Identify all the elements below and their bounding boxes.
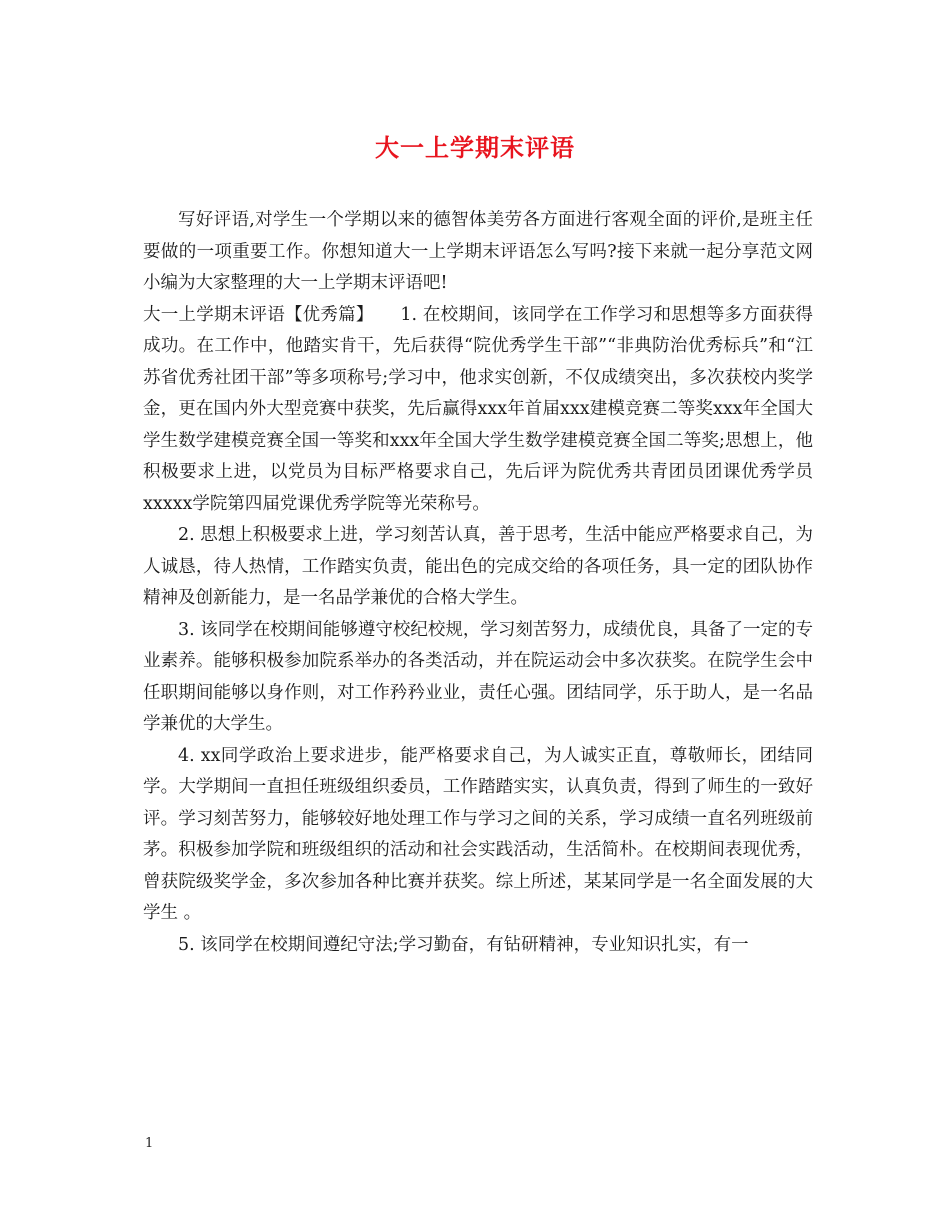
intro-paragraph: 写好评语,对学生一个学期以来的德智体美劳各方面进行客观全面的评价,是班主任要做的一项重要工作。你想知道大一上学期末评语怎么写吗?接下来就一起分享范文网小编为大家整理的大一上学期末评语吧! bbox=[143, 210, 813, 293]
comment-paragraph-2: 2. 思想上积极要求上进，学习刻苦认真，善于思考，生活中能应严格要求自己，为人诚恳，待人热情，工作踏实负责，能出色的完成交给的各项任务，具一定的团队协作精神及创新能力，是一名品学兼优的合格大学生。 bbox=[143, 525, 813, 608]
document-title: 大一上学期末评语 bbox=[375, 134, 575, 162]
comment-paragraph-1: 大一上学期末评语【优秀篇】 1. 在校期间，该同学在工作学习和思想等多方面获得成功。在工作中，他踏实肯干，先后获得“院优秀学生干部”“非典防治优秀标兵”和“江苏省优秀社团干部”等多项称号;学习中，他求实创新，不仅成绩突出，多次获校内奖学金，更在国内外大型竞赛中获奖，先后赢得xxx年首届xxx建模竞赛二等奖xxx年全国大学生数学建模竞赛全国一等奖和xxx年全国大学生数学建模竞赛全国二等奖;思想上，他积极要求上进，以党员为目标严格要求自己，先后评为院优秀共青团员团课优秀学员xxxxx学院第四届党课优秀学院等光荣称号。 bbox=[143, 304, 813, 514]
document-body bbox=[143, 205, 813, 961]
comment-paragraph-3: 3. 该同学在校期间能够遵守校纪校规，学习刻苦努力，成绩优良，具备了一定的专业素养。能够积极参加院系举办的各类活动，并在院运动会中多次获奖。在院学生会中任职期间能够以身作则，对工作矜矜业业，责任心强。团结同学，乐于助人，是一名品学兼优的大学生。 bbox=[143, 619, 813, 734]
comment-paragraph-5: 5. 该同学在校期间遵纪守法;学习勤奋，有钻研精神，专业知识扎实，有一 bbox=[178, 934, 749, 955]
comment-paragraph-4: 4. xx同学政治上要求进步，能严格要求自己，为人诚实正直，尊敬师长，团结同学。大学期间一直担任班级组织委员，工作踏踏实实，认真负责，得到了师生的一致好评。学习刻苦努力，能够较好地处理工作与学习之间的关系，学习成绩一直名列班级前茅。积极参加学院和班级组织的活动和社会实践活动，生活简朴。在校期间表现优秀，曾获院级奖学金，多次参加各种比赛并获奖。综上所述，某某同学是一名全面发展的大学生 。 bbox=[143, 745, 813, 923]
page-number: 1 bbox=[145, 1136, 154, 1151]
